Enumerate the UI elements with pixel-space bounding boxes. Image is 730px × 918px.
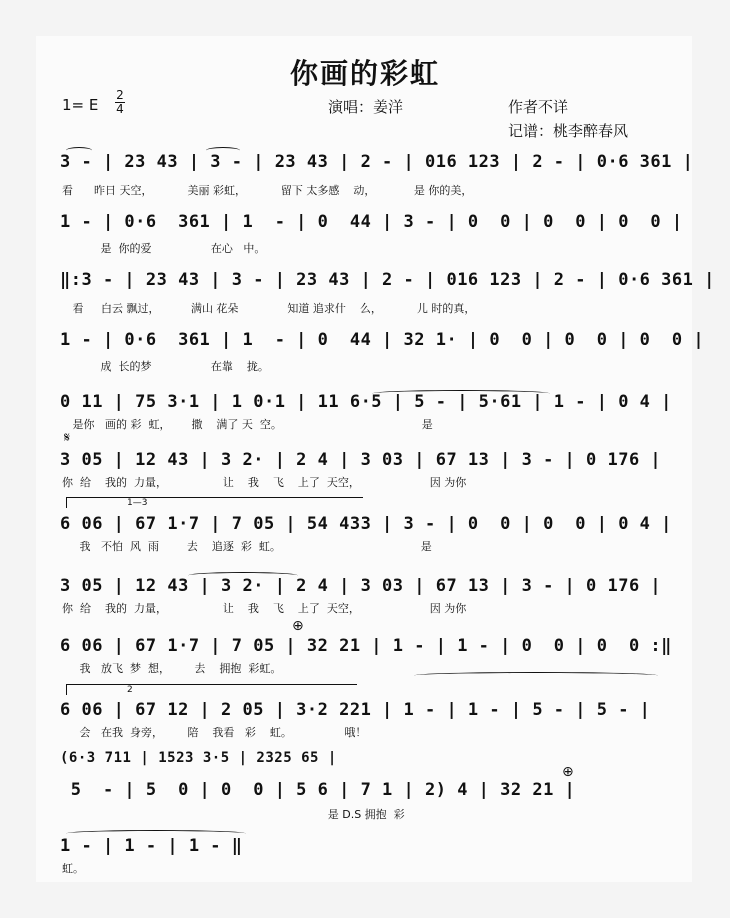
notation-row-12: 5 - | 5 0 | 0 0 | 5 6 | 7 1 | 2) 4 | 32 21 | xyxy=(60,780,576,800)
segno-icon: 𝄋 xyxy=(64,430,71,446)
composer-credit: 作者不详 xyxy=(508,98,569,116)
notation-row-5: 0 11 | 75 3·1 | 1 0·1 | 11 6·5 | 5 - | 5·61 | 1 - | 0 4 | xyxy=(60,392,672,412)
singer-credit: 演唱：姜洋 xyxy=(328,98,404,116)
slur xyxy=(66,147,92,154)
notation-row-13: 1 - | 1 - | 1 - ‖ xyxy=(60,836,243,856)
lyrics-row-3: 看 白云 飘过， 满山 花朵 知道 追求什 么， 儿 时的真， xyxy=(62,302,476,315)
lyrics-row-9: 我 放飞 梦 想， 去 拥抱 彩虹。 xyxy=(62,662,282,675)
notation-row-4: 1 - | 0·6 361 | 1 - | 0 44 | 32 1· | 0 0 | 0 0 | 0 0 | xyxy=(60,330,705,350)
lyrics-row-5: 是你 画的 彩 虹， 撒 满了 天 空。 是 xyxy=(62,418,433,431)
notation-row-8: 3 05 | 12 43 | 3 2· | 2 4 | 3 03 | 67 13 | 3 - | 0 176 | xyxy=(60,576,662,596)
time-sig-top: 2 xyxy=(116,88,124,102)
key-signature: 1= E xyxy=(62,96,99,114)
lyrics-row-13: 虹。 xyxy=(62,862,84,875)
volta-bracket-1: 1—3 xyxy=(66,497,363,508)
time-sig-bottom: 4 xyxy=(116,102,124,116)
slur xyxy=(414,672,658,679)
coda-icon-2: ⊕ xyxy=(562,764,574,780)
song-title: 你画的彩虹 xyxy=(289,57,440,90)
notation-row-2: 1 - | 0·6 361 | 1 - | 0 44 | 3 - | 0 0 | 0 0 | 0 0 | xyxy=(60,212,683,232)
lyrics-row-8: 你 给 我的 力量， 让 我 飞 上了 天空， 因 为你 xyxy=(62,602,467,615)
lyrics-row-12: 是 D.S 拥抱 彩 xyxy=(62,808,405,821)
lyrics-row-1: 看 昨日 天空， 美丽 彩虹， 留下 太多感 动， 是 你的美， xyxy=(62,184,473,197)
slur xyxy=(66,830,246,837)
notation-row-11: (6·3 711 | 1523 3·5 | 2325 65 | xyxy=(60,750,337,766)
volta-bracket-2: 2 xyxy=(66,684,357,695)
notation-row-1: 3 - | 23 43 | 3 - | 23 43 | 2 - | 016 123 | 2 - | 0·6 361 | xyxy=(60,152,694,172)
slur xyxy=(188,572,298,579)
lyrics-row-6: 你 给 我的 力量， 让 我 飞 上了 天空， 因 为你 xyxy=(62,476,467,489)
transcriber-credit: 记谱：桃李醉春风 xyxy=(508,122,629,140)
notation-row-6: 3 05 | 12 43 | 3 2· | 2 4 | 3 03 | 67 13 | 3 - | 0 176 | xyxy=(60,450,662,470)
notation-row-7: 6 06 | 67 1·7 | 7 05 | 54 433 | 3 - | 0 0 | 0 0 | 0 4 | xyxy=(60,514,672,534)
notation-row-10: 6 06 | 67 12 | 2 05 | 3·2 221 | 1 - | 1 - | 5 - | 5 - | xyxy=(60,700,651,720)
slur xyxy=(372,390,550,397)
lyrics-row-2: 是 你的爱 在心 中。 xyxy=(62,242,266,255)
lyrics-row-4: 成 长的梦 在靠 拢。 xyxy=(62,360,269,373)
slur xyxy=(206,147,240,154)
lyrics-row-10: 会 在我 身旁， 陪 我看 彩 虹。 哦！ xyxy=(62,726,367,739)
notation-row-9: 6 06 | 67 1·7 | 7 05 | 32 21 | 1 - | 1 - | 0 0 | 0 0 :‖ xyxy=(60,636,672,656)
notation-row-3: ‖:3 - | 23 43 | 3 - | 23 43 | 2 - | 016 123 | 2 - | 0·6 361 | xyxy=(60,270,715,290)
lyrics-row-7: 我 不怕 风 雨 去 追逐 彩 虹。 是 xyxy=(62,540,432,553)
coda-icon: ⊕ xyxy=(292,618,304,634)
time-signature xyxy=(114,90,126,115)
